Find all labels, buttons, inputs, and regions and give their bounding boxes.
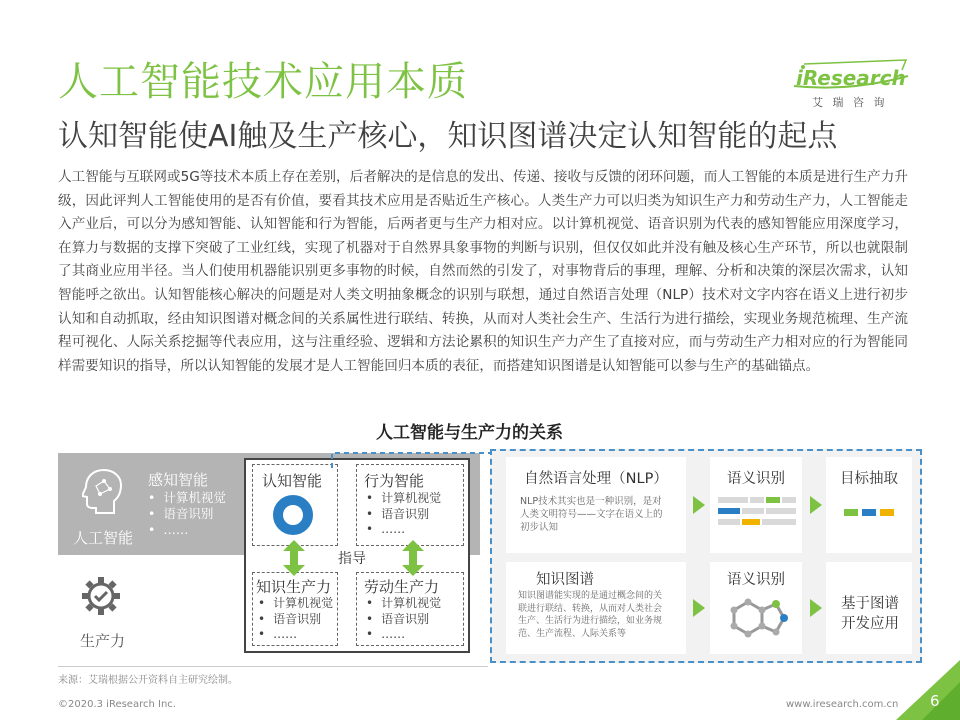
ai-head-icon (82, 468, 122, 518)
application-title: 基于图谱开发应用 (841, 596, 899, 632)
gear-icon (80, 575, 122, 621)
behavior-list (366, 491, 441, 538)
list-item: • 计算机视觉 (258, 596, 333, 612)
list-item: • …… (148, 522, 226, 538)
page-number: 6 (930, 692, 940, 710)
labor-prod-list (366, 596, 441, 643)
ai-label: 人工智能 (73, 529, 134, 547)
guide-label: 指导 (338, 551, 366, 567)
semantic-card-2 (710, 562, 802, 654)
corner-decoration (896, 660, 960, 720)
semantic-bars-graphic (718, 497, 796, 527)
arrow-right-icon (693, 599, 705, 617)
list-item: • …… (366, 627, 441, 643)
list-item: • 计算机视觉 (366, 491, 441, 507)
double-arrow-icon (283, 540, 305, 580)
semantic-title-1: 语义识别 (727, 471, 785, 487)
iresearch-logo (790, 58, 910, 108)
double-arrow-icon (402, 540, 424, 580)
semantic-card-1 (710, 457, 802, 553)
graph-network-icon (724, 592, 790, 648)
knowledge-prod-title: 知识生产力 (256, 578, 332, 596)
diagram-title: 人工智能与生产力的关系 (376, 423, 563, 443)
arrow-right-icon (810, 599, 822, 617)
perception-title: 感知智能 (148, 471, 209, 489)
application-card (826, 562, 912, 654)
page-subtitle: 认知智能使AI触及生产核心，知识图谱决定认知智能的起点 (58, 119, 838, 154)
logo-cn-text: 艾 瑞 咨 询 (812, 96, 888, 109)
kg-desc: 知识图谱能实现的是通过概念间的关联进行联结、转换，从而对人类社会生产、生活行为进行描绘，如业务规范、生产流程、人际关系等 (518, 591, 663, 639)
list-item: • …… (258, 627, 333, 643)
behavior-title: 行为智能 (364, 472, 425, 490)
footer-url: www.iresearch.com.cn (786, 699, 899, 710)
target-bars-graphic (844, 509, 896, 517)
nlp-title: 自然语言处理（NLP） (524, 471, 668, 487)
list-item: • 计算机视觉 (148, 490, 226, 506)
arrow-right-icon (693, 496, 705, 514)
source-divider (58, 666, 488, 667)
nlp-desc: NLP技术其实也是一种识别，是对人类文明符号——文字在语义上的初步认知 (520, 496, 663, 533)
labor-prod-title: 劳动生产力 (364, 578, 440, 596)
source-note: 来源：艾瑞根据公开资料自主研究绘制。 (58, 675, 238, 686)
arrow-right-icon (810, 496, 822, 514)
list-item: • 语音识别 (258, 612, 333, 628)
ring-icon (272, 494, 314, 540)
list-item: • 计算机视觉 (366, 596, 441, 612)
productivity-label: 生产力 (80, 632, 126, 650)
knowledge-prod-list (258, 596, 333, 643)
cognition-title: 认知智能 (262, 472, 323, 490)
kg-card (506, 562, 686, 654)
list-item: • 语音识别 (366, 612, 441, 628)
list-item: • 语音识别 (366, 507, 441, 523)
nlp-card (506, 457, 686, 553)
page-title: 人工智能技术应用本质 (58, 59, 468, 105)
list-item: • …… (366, 522, 441, 538)
copyright: ©2020.3 iResearch Inc. (58, 699, 176, 710)
target-title: 目标抽取 (840, 471, 898, 487)
body-paragraph-text: 人工智能与互联网或5G等技术本质上存在差别，后者解决的是信息的发出、传递、接收与反馈的闭环问题，而人工智能的本质是进行生产力升级，因此评判人工智能使用的是否有价值，要看其技术应用是否贴近生产核心。人类生产力可以归类为知识生产力和劳动生产力，人工智能走入产业后，可以分为感知智能、认知智能和行为智能，后两者更与生产力相对应。以计算机视觉、语音识别为代表的感知智能应用深度学习，在算力与数据的支撑下突破了工业红线，实现了机器对于自然界具象事物的判断与识别，但仅仅如此并没有触及核心生产环节，所以也就限制了其商业应用半径。当人们使用机器能识别更多事物的时候，自然而然的引发了，对事物背后的事理，理解、分析和决策的深层次需求，认知智能呼之欲出。认知智能核心解决的问题是对人类文明抽象概念的识别与联想，通过自然语言处理（NLP）技术对文字内容在语义上进行初步认知和自动抓取，经由知识图谱对概念间的关系属性进行联结、转换，从而对人类社会生产、生活行为进行描绘，实现业务规范梳理、生产流程可视化、人际关系挖掘等代表应用，这与注重经验、逻辑和方法论累积的知识生产力产生了直接对应，而与劳动生产力相对应的行为智能同样需要知识的指导，所以认知智能的发展才是人工智能回归本质的表征，而搭建知识图谱是认知智能可以参与生产的基础锚点。 (58, 169, 908, 374)
body-paragraph (58, 166, 908, 378)
perception-list (148, 490, 226, 538)
list-item: • 语音识别 (148, 506, 226, 522)
kg-title: 知识图谱 (536, 572, 594, 588)
semantic-title-2: 语义识别 (727, 572, 785, 588)
target-card (826, 457, 912, 553)
connector-line (330, 450, 500, 474)
logo-brand-text: iResearch (796, 66, 906, 90)
